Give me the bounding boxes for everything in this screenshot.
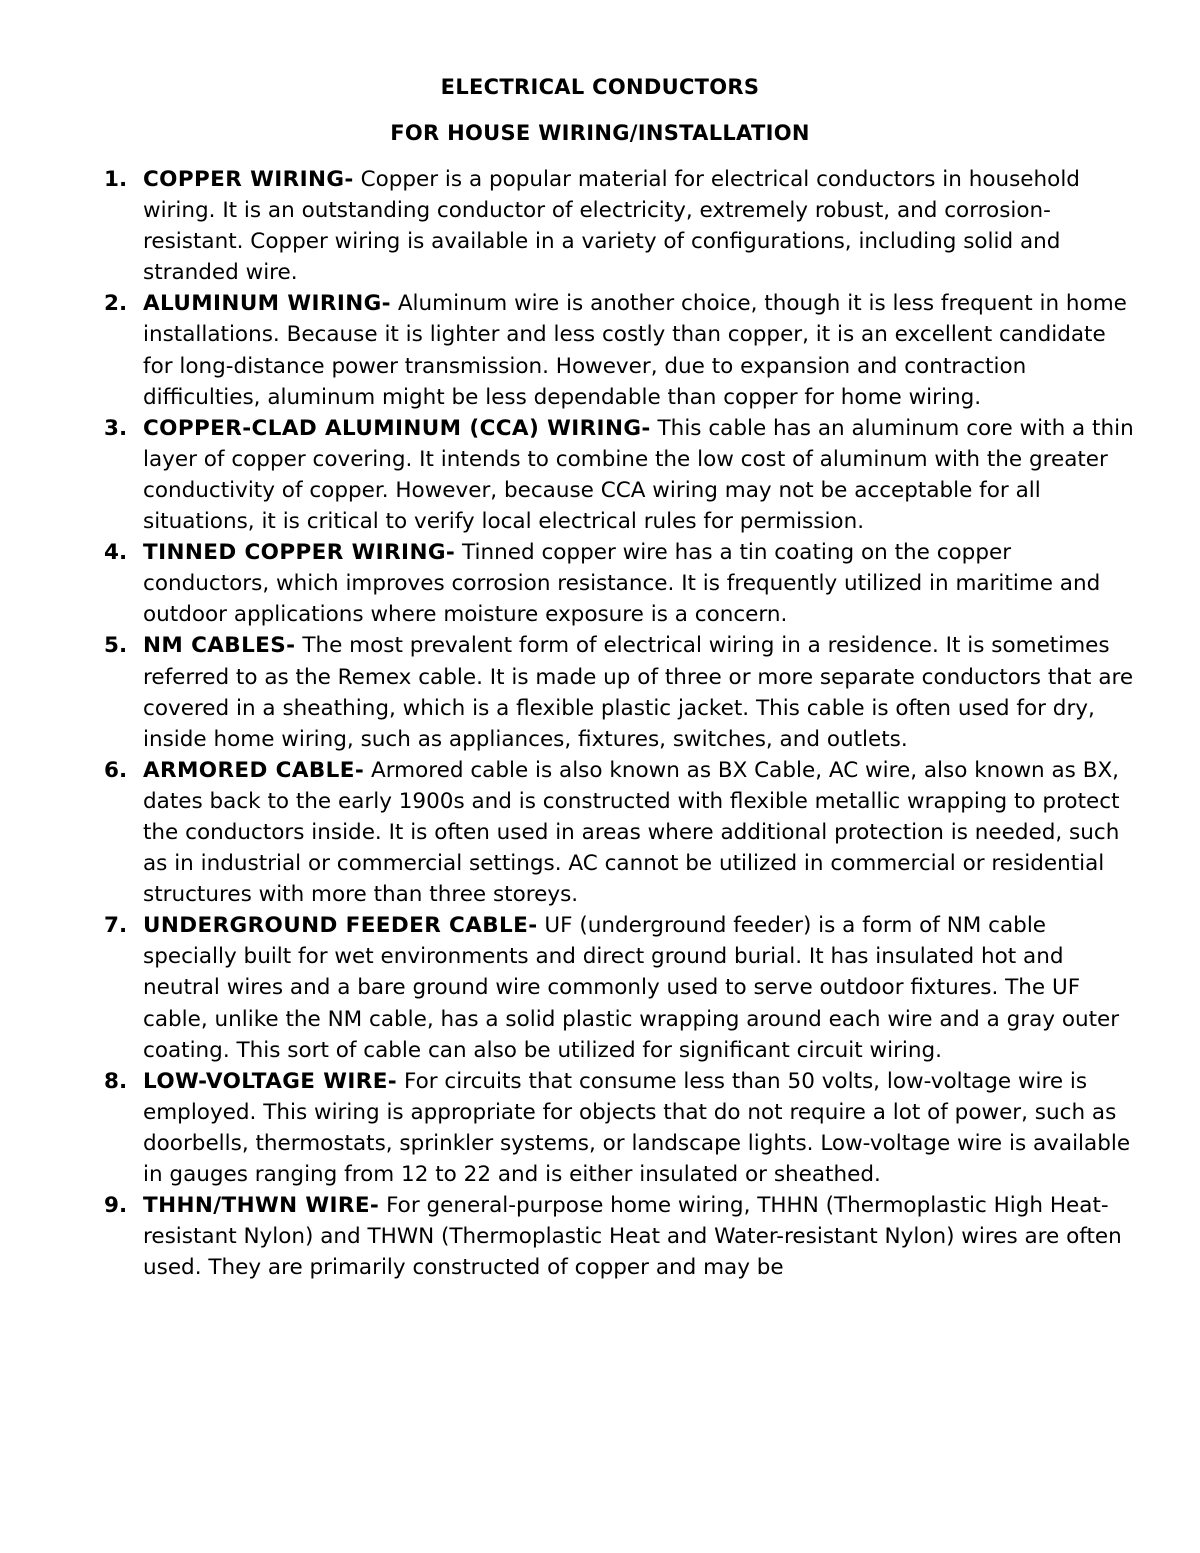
list-item-underground-feeder-cable <box>104 910 1134 1065</box>
list-item-copper-wiring <box>104 164 1134 288</box>
item-heading: THHN/THWN WIRE- <box>143 1193 380 1219</box>
item-text: The most prevalent form of electrical wiring in a residence. It is sometimes referred to as the Remex cable. It is made up of three or more separate conductors that are covered in a sheathing, which is a flexible plastic jacket. This cable is often used for dry, inside home wiring, such as appliances, fixtures, switches, and outlets. <box>143 633 1134 752</box>
item-text: Armored cable is also known as BX Cable, AC wire, also known as BX, dates back to the early 1900s and is constructed with flexible metallic wrapping to protect the conductors inside. It is often used in areas where additional protection is needed, such as in industrial or commercial settings. AC cannot be utilized in commercial or residential structures with more than three storeys. <box>143 757 1120 908</box>
item-number: 4. <box>104 540 128 566</box>
item-number: 3. <box>104 415 128 441</box>
item-heading: ALUMINUM WIRING- <box>143 291 391 317</box>
item-text: For general-purpose home wiring, THHN (Thermoplastic High Heat-resistant Nylon) and THWN (Thermoplastic Heat and Water-resistant Nylon) wires are often used. They are primarily constructed of copper and may be <box>143 1193 1122 1281</box>
item-heading: ARMORED CABLE- <box>143 757 365 783</box>
item-heading: COPPER-CLAD ALUMINUM (CCA) WIRING- <box>143 415 651 441</box>
document-subtitle: FOR HOUSE WIRING/INSTALLATION <box>390 121 810 145</box>
item-text: UF (underground feeder) is a form of NM cable specially built for wet environments and direct ground burial. It has insulated hot and neutral wires and a bare ground wire commonly used to serve outdoor fixtures. The UF cable, unlike the NM cable, has a solid plastic wrapping around each wire and a gray outer coating. This sort of cable can also be utilized for significant circuit wiring. <box>143 913 1120 1063</box>
item-number: 5. <box>104 633 128 659</box>
item-number: 9. <box>104 1193 128 1219</box>
list-item-cca-wiring <box>104 413 1134 537</box>
item-number: 7. <box>104 913 128 939</box>
item-text: This cable has an aluminum core with a thin layer of copper covering. It intends to combine the low cost of aluminum with the greater conductivity of copper. However, because CCA wiring may not be acceptable for all situations, it is critical to verify local electrical rules for permission. <box>143 415 1134 535</box>
list-item-tinned-copper-wiring <box>104 537 1134 630</box>
document-title: ELECTRICAL CONDUCTORS <box>440 75 760 99</box>
item-heading: UNDERGROUND FEEDER CABLE- <box>143 913 538 939</box>
list-item-nm-cables <box>104 630 1134 754</box>
list-item-thhn-thwn-wire <box>104 1190 1134 1283</box>
item-heading: TINNED COPPER WIRING- <box>143 540 456 566</box>
item-number: 6. <box>104 757 128 783</box>
item-heading: NM CABLES- <box>143 633 296 659</box>
item-text: Copper is a popular material for electrical conductors in household wiring. It is an outstanding conductor of electricity, extremely robust, and corrosion-resistant. Copper wiring is available in a variety of configurations, including solid and stranded wire. <box>143 167 1080 286</box>
item-number: 1. <box>104 167 128 192</box>
item-heading: LOW-VOLTAGE WIRE- <box>143 1068 398 1094</box>
item-number: 8. <box>104 1068 128 1094</box>
list-item-armored-cable <box>104 755 1134 910</box>
list-item-aluminum-wiring <box>104 288 1134 412</box>
list-item-low-voltage-wire <box>104 1066 1134 1190</box>
item-text: Aluminum wire is another choice, though it is less frequent in home installations. Because it is lighter and less costly than copper, it is an excellent candidate for long-distance power transmission. However, due to expansion and contraction difficulties, aluminum might be less dependable than copper for home wiring. <box>143 291 1127 410</box>
conductor-list <box>104 164 1134 1283</box>
item-number: 2. <box>104 291 128 317</box>
item-text: Tinned copper wire has a tin coating on the copper conductors, which improves corrosion resistance. It is frequently utilized in maritime and outdoor applications where moisture exposure is a concern. <box>143 540 1101 628</box>
item-heading: COPPER WIRING- <box>143 167 354 192</box>
item-text: For circuits that consume less than 50 volts, low-voltage wire is employed. This wiring is appropriate for objects that do not require a lot of power, such as doorbells, thermostats, sprinkler systems, or landscape lights. Low-voltage wire is available in gauges ranging from 12 to 22 and is either insulated or sheathed. <box>143 1068 1131 1187</box>
